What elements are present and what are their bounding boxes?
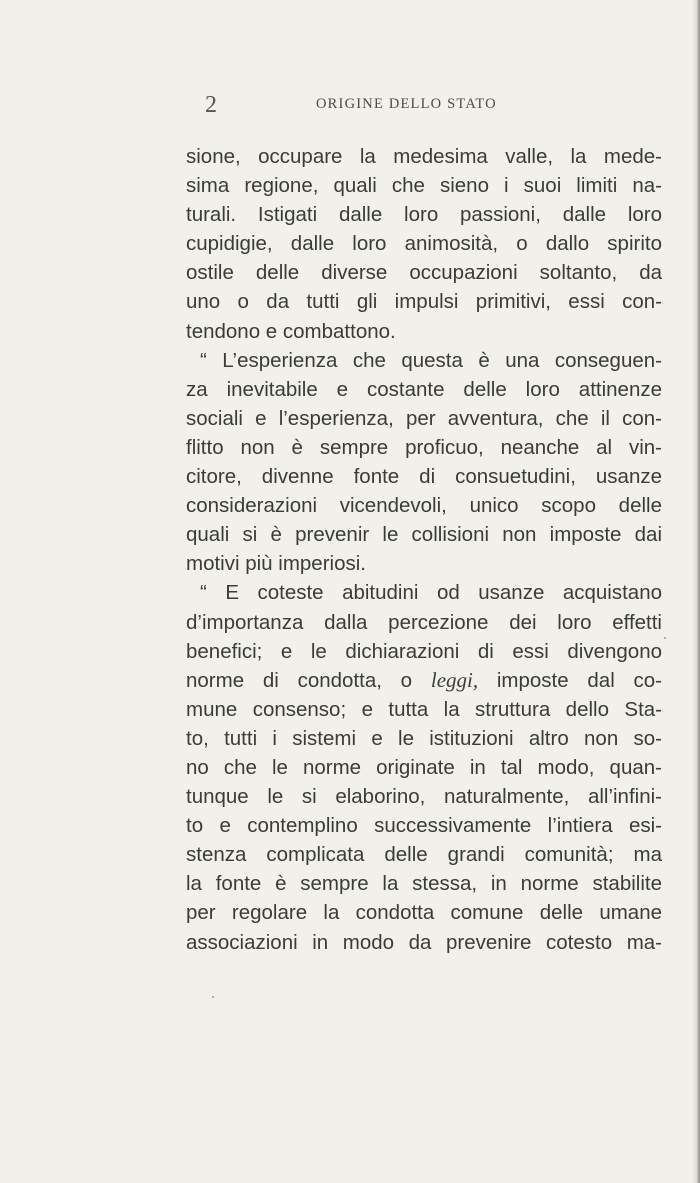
- text-line: sociali e l’esperienza, per avventura, che il con-: [186, 406, 662, 430]
- text-line: benefici; e le dichiarazioni di essi divengono: [186, 639, 662, 663]
- text-line: mune consenso; e tutta la struttura dello Sta-: [186, 697, 662, 721]
- text-line: citore, divenne fonte di consuetudini, usanze: [186, 465, 662, 489]
- text-line: za inevitabile e costante delle loro attinenze: [186, 377, 662, 401]
- page-number: 2: [205, 92, 217, 118]
- running-title: ORIGINE DELLO STATO: [316, 96, 497, 112]
- paper-speck: [212, 996, 214, 998]
- text-line: quali si è prevenir le collisioni non imposte dai: [186, 523, 662, 547]
- text-line: turali. Istigati dalle loro passioni, dalle loro: [186, 203, 662, 227]
- body-text: [186, 142, 662, 957]
- text-line: sione, occupare la medesima valle, la mede-: [186, 145, 662, 168]
- text-line: “ E coteste abitudini od usanze acquistano: [200, 581, 662, 605]
- text-line: d’importanza dalla percezione dei loro effetti: [186, 610, 662, 634]
- text-line: no che le norme originate in tal modo, quan-: [186, 755, 662, 779]
- text-line: sima regione, quali che sieno i suoi limiti na-: [186, 174, 662, 198]
- text-line: associazioni in modo da prevenire cotesto ma-: [186, 930, 662, 954]
- text-line: “ L’esperienza che questa è una conseguen-: [200, 348, 662, 372]
- text-line: cupidigie, dalle loro animosità, o dallo spirito: [186, 232, 662, 256]
- text-line: stenza complicata delle grandi comunità; ma: [186, 843, 662, 867]
- text-line: motivi più imperiosi.: [186, 552, 366, 576]
- text-line: la fonte è sempre la stessa, in norme stabilite: [186, 872, 662, 896]
- text-line-with-emphasis: [186, 666, 662, 695]
- text-fragment: norme di condotta, o: [186, 668, 431, 692]
- text-line: to e contemplino successivamente l’intiera esi-: [186, 814, 662, 838]
- emphasized-word: leggi,: [430, 667, 479, 692]
- page-edge-shadow: [692, 0, 700, 1183]
- text-line: tunque le si elaborino, naturalmente, all’infini-: [186, 785, 662, 809]
- paper-speck: [664, 637, 666, 639]
- text-fragment: imposte dal co-: [478, 668, 663, 692]
- text-line: considerazioni vicendevoli, unico scopo delle: [186, 494, 662, 518]
- text-line: ostile delle diverse occupazioni soltanto, da: [186, 261, 662, 285]
- text-line: uno o da tutti gli impulsi primitivi, essi con-: [186, 290, 662, 314]
- text-line: to, tutti i sistemi e le istituzioni altro non so-: [186, 726, 662, 750]
- text-line: tendono e combattono.: [186, 319, 396, 343]
- text-line: flitto non è sempre proficuo, neanche al vin-: [186, 435, 662, 459]
- text-line: per regolare la condotta comune delle umane: [186, 901, 662, 925]
